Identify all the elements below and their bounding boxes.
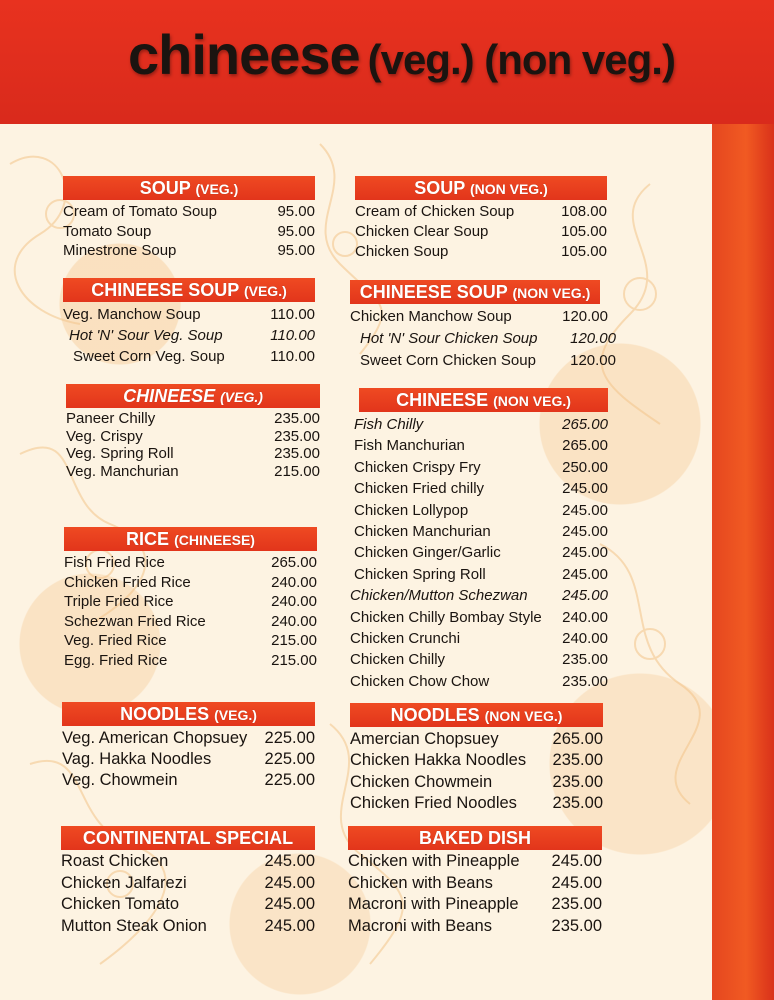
item-price: 235.00 bbox=[562, 672, 608, 690]
item-price: 95.00 bbox=[277, 242, 315, 259]
section-soup-veg bbox=[63, 176, 315, 261]
item-name: Chicken Fried chilly bbox=[354, 480, 485, 498]
section-header bbox=[350, 280, 600, 304]
menu-item bbox=[348, 916, 602, 938]
section-header bbox=[348, 826, 602, 850]
section-chineese-veg bbox=[66, 384, 320, 480]
item-price: 240.00 bbox=[271, 612, 317, 630]
item-name: Macroni with Pineapple bbox=[348, 895, 519, 913]
menu-item bbox=[350, 414, 608, 435]
item-name: Egg. Fried Rice bbox=[64, 651, 168, 669]
menu-item bbox=[348, 894, 602, 916]
menu-item bbox=[64, 631, 317, 651]
item-price: 120.00 bbox=[570, 352, 616, 369]
menu-item bbox=[350, 350, 616, 372]
item-name: Vag. Hakka Noodles bbox=[62, 750, 212, 768]
menu-item bbox=[350, 628, 608, 649]
item-price: 265.00 bbox=[562, 437, 608, 455]
item-name: Chicken with Beans bbox=[348, 873, 493, 892]
item-name: Chicken Manchurian bbox=[354, 523, 491, 541]
item-price: 245.00 bbox=[562, 480, 608, 498]
menu-item bbox=[355, 202, 607, 222]
item-price: 225.00 bbox=[264, 771, 315, 789]
section-chineese-soup-nonveg bbox=[350, 280, 616, 372]
section-title: CHINEESE SOUP bbox=[359, 282, 508, 302]
item-price: 245.00 bbox=[264, 873, 315, 892]
menu-item bbox=[61, 851, 315, 873]
item-name: Roast Chicken bbox=[61, 852, 169, 870]
menu-item bbox=[350, 306, 608, 328]
menu-item bbox=[61, 916, 315, 938]
item-price: 235.00 bbox=[562, 651, 608, 669]
item-price: 245.00 bbox=[264, 852, 315, 870]
decorative-side-band bbox=[704, 124, 774, 1000]
item-price: 105.00 bbox=[561, 243, 607, 260]
section-title: SOUP bbox=[139, 178, 191, 198]
item-name: Chicken Crunchi bbox=[350, 630, 461, 648]
section-header bbox=[66, 384, 320, 408]
item-name: Chicken Clear Soup bbox=[355, 223, 489, 240]
menu-item bbox=[63, 222, 315, 242]
menu-item bbox=[63, 241, 315, 261]
menu-item bbox=[350, 328, 616, 350]
title-tags: (veg.) (non veg.) bbox=[367, 36, 675, 83]
section-title: CONTINENTAL SPECIAL bbox=[82, 828, 294, 848]
menu-item bbox=[350, 649, 608, 670]
item-name: Fish Manchurian bbox=[354, 437, 465, 455]
item-price: 240.00 bbox=[271, 593, 317, 611]
section-title: NOODLES bbox=[120, 704, 210, 724]
menu-item bbox=[66, 410, 320, 428]
item-price: 225.00 bbox=[264, 750, 315, 768]
item-name: Chicken Chilly Bombay Style bbox=[350, 608, 542, 626]
item-price: 95.00 bbox=[277, 203, 315, 220]
item-name: Chicken with Pineapple bbox=[348, 852, 520, 870]
item-name: Hot 'N' Sour Veg. Soup bbox=[69, 327, 223, 344]
item-price: 235.00 bbox=[274, 427, 320, 445]
item-price: 245.00 bbox=[264, 916, 315, 935]
menu-item bbox=[63, 346, 315, 367]
item-name: Veg. Manchurian bbox=[66, 462, 179, 480]
item-price: 245.00 bbox=[264, 895, 315, 913]
section-header bbox=[63, 176, 315, 200]
item-name: Fish Fried Rice bbox=[64, 554, 165, 571]
menu-item bbox=[350, 772, 603, 793]
item-name: Veg. Fried Rice bbox=[64, 632, 167, 650]
menu-item bbox=[61, 873, 315, 895]
item-price: 110.00 bbox=[270, 327, 315, 344]
section-title: BAKED DISH bbox=[418, 828, 531, 848]
section-subtitle: (VEG.) bbox=[243, 283, 287, 299]
section-continental-special bbox=[61, 826, 315, 937]
item-name: Minestrone Soup bbox=[63, 242, 177, 259]
section-subtitle: (NON VEG.) bbox=[469, 181, 548, 197]
item-price: 215.00 bbox=[271, 632, 317, 650]
item-price: 265.00 bbox=[552, 730, 603, 748]
item-price: 245.00 bbox=[551, 873, 602, 892]
item-price: 245.00 bbox=[562, 544, 608, 562]
item-name: Chicken Spring Roll bbox=[354, 565, 486, 583]
menu-item bbox=[63, 325, 315, 346]
section-subtitle: (NON VEG.) bbox=[493, 393, 571, 409]
item-name: Sweet Corn Chicken Soup bbox=[360, 352, 536, 369]
item-price: 110.00 bbox=[270, 348, 315, 365]
menu-title bbox=[128, 22, 675, 87]
section-header bbox=[359, 388, 608, 412]
menu-item bbox=[62, 728, 315, 749]
item-name: Chicken Jalfarezi bbox=[61, 873, 187, 892]
section-header bbox=[62, 702, 315, 726]
menu-item bbox=[348, 851, 602, 873]
section-rice-chineese bbox=[64, 527, 317, 671]
item-price: 240.00 bbox=[271, 573, 317, 591]
item-price: 235.00 bbox=[274, 410, 320, 427]
item-name: Chicken Tomato bbox=[61, 895, 180, 913]
menu-item bbox=[64, 592, 317, 612]
item-price: 245.00 bbox=[562, 501, 608, 519]
menu-item bbox=[66, 445, 320, 463]
item-price: 250.00 bbox=[562, 458, 608, 476]
section-title: CHINEESE bbox=[123, 386, 216, 406]
section-header bbox=[61, 826, 315, 850]
item-price: 215.00 bbox=[271, 651, 317, 669]
item-name: Chicken Chilly bbox=[350, 651, 446, 669]
item-price: 235.00 bbox=[552, 751, 603, 770]
section-title: RICE bbox=[126, 529, 170, 549]
section-title: CHINEESE bbox=[396, 390, 489, 410]
item-price: 105.00 bbox=[561, 223, 607, 240]
menu-item bbox=[350, 729, 603, 750]
section-title: SOUP bbox=[414, 178, 465, 198]
item-price: 265.00 bbox=[271, 554, 317, 571]
item-price: 245.00 bbox=[562, 565, 608, 583]
item-name: Chicken Crispy Fry bbox=[354, 458, 481, 476]
item-name: Veg. Manchow Soup bbox=[63, 306, 201, 323]
section-chineese-nonveg bbox=[350, 388, 608, 692]
section-header bbox=[63, 278, 315, 302]
menu-item bbox=[63, 202, 315, 222]
item-price: 240.00 bbox=[562, 630, 608, 648]
item-price: 235.00 bbox=[552, 794, 603, 813]
item-price: 245.00 bbox=[562, 587, 608, 605]
menu-item bbox=[64, 573, 317, 593]
menu-item bbox=[350, 750, 603, 771]
item-price: 110.00 bbox=[270, 306, 315, 323]
item-price: 120.00 bbox=[562, 308, 608, 325]
item-name: Cream of Tomato Soup bbox=[63, 203, 217, 220]
menu-item bbox=[350, 564, 608, 585]
menu-item bbox=[350, 521, 608, 542]
menu-item bbox=[350, 435, 608, 456]
menu-item bbox=[350, 542, 608, 563]
menu-item bbox=[350, 607, 608, 628]
item-name: Veg. American Chopsuey bbox=[62, 729, 248, 747]
section-subtitle: (CHINEESE) bbox=[174, 532, 255, 548]
menu-item bbox=[61, 894, 315, 916]
section-subtitle: (VEG.) bbox=[214, 707, 257, 723]
section-subtitle: (NON VEG.) bbox=[512, 285, 591, 301]
item-name: Triple Fried Rice bbox=[64, 593, 174, 611]
menu-item bbox=[355, 242, 607, 262]
menu-item bbox=[64, 612, 317, 632]
menu-item bbox=[355, 222, 607, 242]
menu-item bbox=[66, 428, 320, 446]
title-main: chineese bbox=[128, 23, 360, 86]
item-price: 235.00 bbox=[274, 445, 320, 462]
item-name: Chicken Lollypop bbox=[354, 501, 469, 519]
menu-item bbox=[66, 463, 320, 481]
item-price: 215.00 bbox=[274, 462, 320, 480]
item-price: 225.00 bbox=[264, 729, 315, 747]
item-name: Veg. Crispy bbox=[66, 427, 143, 445]
section-subtitle: (VEG.) bbox=[195, 181, 239, 197]
section-header bbox=[350, 703, 603, 727]
menu-item bbox=[348, 873, 602, 895]
item-name: Chicken Chowmein bbox=[350, 772, 493, 791]
section-soup-nonveg bbox=[355, 176, 607, 262]
section-header bbox=[355, 176, 607, 200]
section-subtitle: (VEG.) bbox=[220, 389, 263, 405]
menu-item bbox=[350, 457, 608, 478]
item-name: Chicken Chow Chow bbox=[350, 672, 490, 690]
item-price: 245.00 bbox=[562, 523, 608, 541]
section-title: NOODLES bbox=[390, 705, 480, 725]
section-header bbox=[64, 527, 317, 551]
item-name: Amercian Chopsuey bbox=[350, 730, 499, 748]
item-price: 120.00 bbox=[570, 330, 616, 347]
menu-item bbox=[350, 500, 608, 521]
item-name: Hot 'N' Sour Chicken Soup bbox=[360, 330, 538, 347]
item-name: Sweet Corn Veg. Soup bbox=[73, 348, 225, 365]
section-subtitle: (NON VEG.) bbox=[484, 708, 563, 724]
section-chineese-soup-veg bbox=[63, 278, 315, 367]
menu-item bbox=[350, 585, 608, 606]
item-price: 240.00 bbox=[562, 608, 608, 626]
item-name: Chicken Manchow Soup bbox=[350, 308, 512, 325]
item-name: Veg. Chowmein bbox=[62, 771, 178, 789]
item-name: Chicken Soup bbox=[355, 243, 449, 260]
section-title: CHINEESE SOUP bbox=[91, 280, 239, 300]
item-price: 265.00 bbox=[562, 416, 608, 433]
item-name: Tomato Soup bbox=[63, 222, 152, 240]
item-name: Chicken Fried Rice bbox=[64, 573, 191, 591]
item-name: Chicken Fried Noodles bbox=[350, 794, 517, 813]
item-price: 235.00 bbox=[551, 916, 602, 935]
item-name: Veg. Spring Roll bbox=[66, 445, 174, 462]
item-name: Fish Chilly bbox=[354, 416, 424, 433]
item-name: Chicken/Mutton Schezwan bbox=[350, 587, 528, 605]
menu-item bbox=[64, 553, 317, 573]
menu-item bbox=[350, 478, 608, 499]
menu-item bbox=[63, 304, 315, 325]
item-price: 245.00 bbox=[551, 852, 602, 870]
item-name: Chicken Ginger/Garlic bbox=[354, 544, 501, 562]
item-price: 235.00 bbox=[552, 772, 603, 791]
item-name: Paneer Chilly bbox=[66, 410, 156, 427]
item-price: 108.00 bbox=[561, 203, 607, 220]
menu-item bbox=[64, 651, 317, 671]
item-name: Schezwan Fried Rice bbox=[64, 612, 206, 630]
section-noodles-veg bbox=[62, 702, 315, 791]
item-name: Cream of Chicken Soup bbox=[355, 203, 515, 220]
section-baked-dish bbox=[348, 826, 602, 937]
menu-item bbox=[350, 671, 608, 692]
item-name: Chicken Hakka Noodles bbox=[350, 751, 527, 770]
item-name: Macroni with Beans bbox=[348, 916, 492, 935]
menu-item bbox=[350, 793, 603, 814]
menu-item bbox=[62, 749, 315, 770]
item-name: Mutton Steak Onion bbox=[61, 916, 207, 935]
item-price: 95.00 bbox=[277, 222, 315, 240]
section-noodles-nonveg bbox=[350, 703, 603, 815]
menu-item bbox=[62, 770, 315, 791]
item-price: 235.00 bbox=[551, 895, 602, 913]
